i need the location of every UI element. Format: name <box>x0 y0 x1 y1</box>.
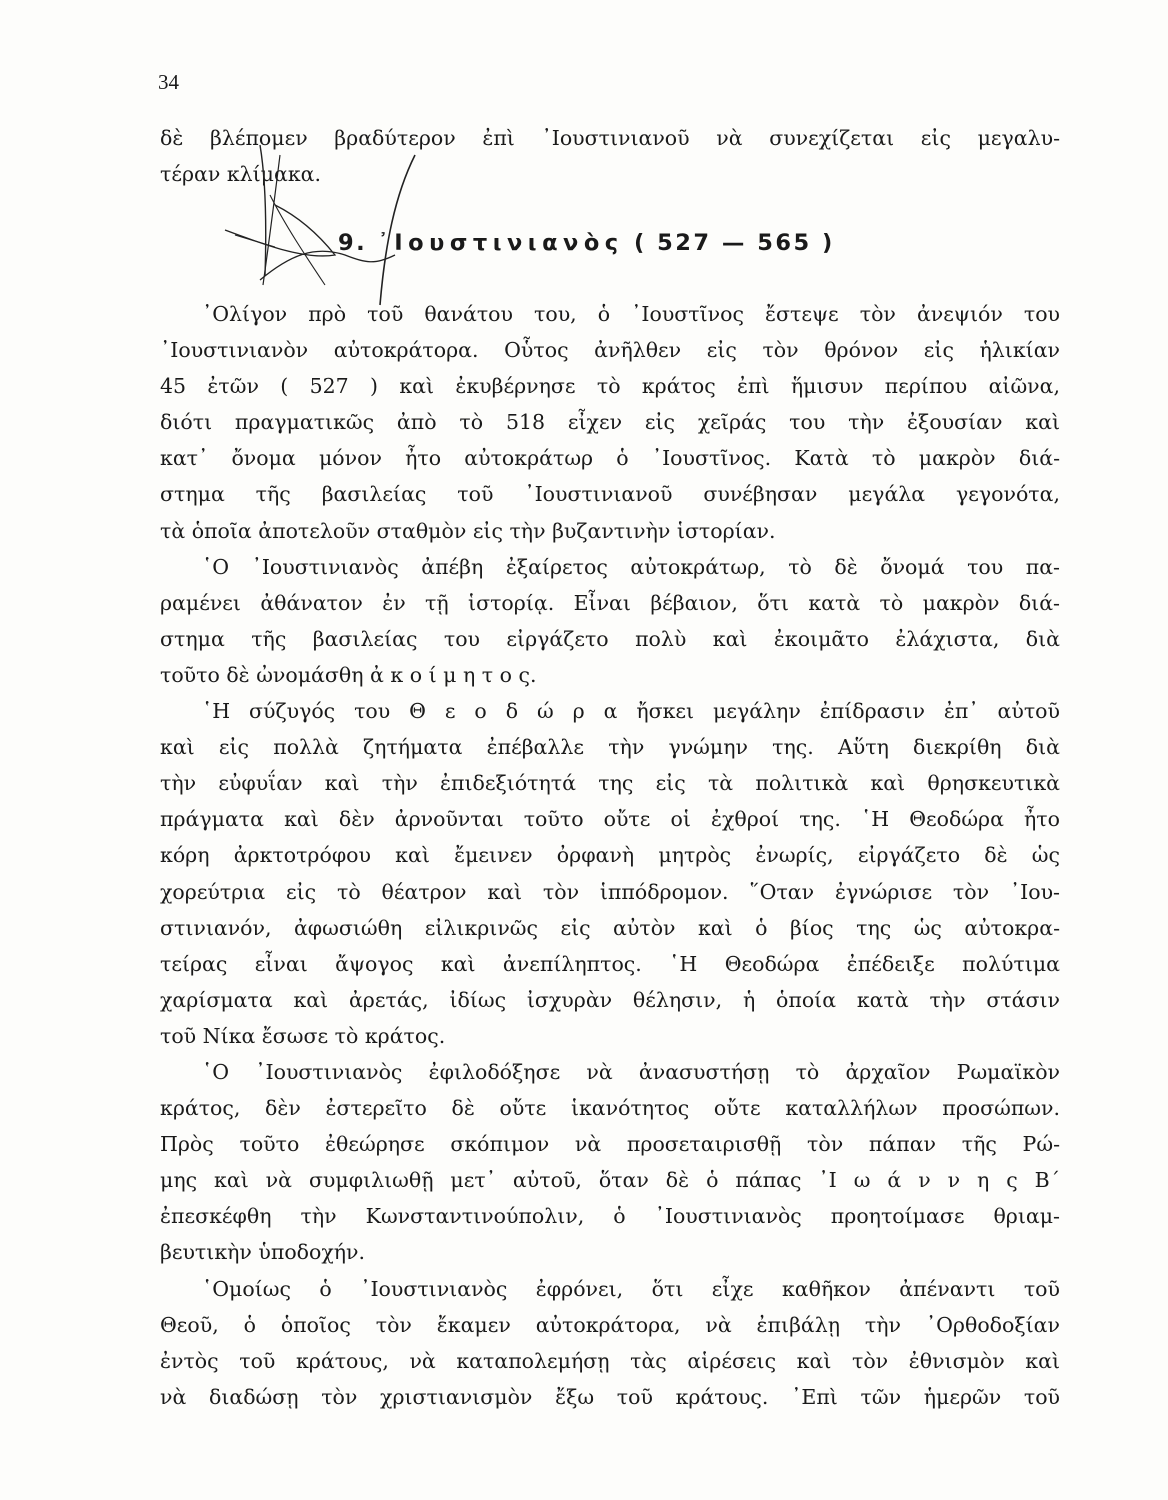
text-line: δὲ βλέπομεν βραδύτερον ἐπὶ ᾿Ιουστινιανοῦ νὰ συνεχίζεται εἰς μεγαλυ- <box>160 126 1060 150</box>
text-line: τείρας εἶναι ἄψογος καὶ ἀνεπίληπτος. ῾Η Θεοδώρα ἐπέδειξε πολύτιμα <box>160 951 1060 976</box>
text-line: στημα τῆς βασιλείας τοῦ ᾿Ιουστινιανοῦ συνέβησαν μεγάλα γεγονότα, <box>160 482 1060 507</box>
text-line: ραμένει ἀθάνατον ἐν τῇ ἱστορίᾳ. Εἶναι βέβαιον, ὅτι κατὰ τὸ μακρὸν διά- <box>160 590 1060 615</box>
section-heading <box>338 230 835 256</box>
text-line: τοῦτο δὲ ὠνομάσθη ἀ κ ο ί μ η τ ο ς. <box>160 662 537 687</box>
text-line: Θεοῦ, ὁ ὁποῖος τὸν ἔκαμεν αὐτοκράτορα, νὰ ἐπιβάλῃ τὴν ᾿Ορθοδοξίαν <box>160 1312 1060 1337</box>
text-line: καὶ εἰς πολλὰ ζητήματα ἐπέβαλλε τὴν γνώμην της. Αὕτη διεκρίθη διὰ <box>160 735 1060 760</box>
text-line: βευτικὴν ὑποδοχήν. <box>160 1240 366 1265</box>
text-line: χορεύτρια εἰς τὸ θέατρον καὶ τὸν ἱππόδρομον. ῞Οταν ἐγνώρισε τὸν ᾿Ιου- <box>160 879 1060 904</box>
text-line: νὰ διαδώσῃ τὸν χριστιανισμὸν ἔξω τοῦ κράτους. ᾿Επὶ τῶν ἡμερῶν τοῦ <box>160 1384 1060 1409</box>
text-line: Πρὸς τοῦτο ἐθεώρησε σκόπιμον νὰ προσεταιρισθῇ τὸν πάπαν τῆς Ρώ- <box>160 1132 1060 1157</box>
text-line: ᾿Ολίγον πρὸ τοῦ θανάτου του, ὁ ᾿Ιουστῖνος ἔστεψε τὸν ἀνεψιόν του <box>202 302 1060 326</box>
text-line: ᾿Ιουστινιανὸν αὐτοκράτορα. Οὗτος ἀνῆλθεν εἰς τὸν θρόνον εἰς ἡλικίαν <box>160 338 1060 363</box>
text-line: στινιανόν, ἀφωσιώθη εἰλικρινῶς εἰς αὐτὸν καὶ ὁ βίος της ὡς αὐτοκρα- <box>160 915 1060 940</box>
text-line: 45 ἐτῶν ( 527 ) καὶ ἐκυβέρνησε τὸ κράτος ἐπὶ ἥμισυν περίπου αἰῶνα, <box>160 374 1060 399</box>
text-line: μης καὶ νὰ συμφιλιωθῇ μετ᾿ αὐτοῦ, ὅταν δὲ ὁ πάπας ᾿Ι ω ά ν ν η ς Β΄ <box>160 1168 1060 1193</box>
heading-number: 9. <box>338 230 368 256</box>
text-line: ἐντὸς τοῦ κράτους, νὰ καταπολεμήσῃ τὰς αἱρέσεις καὶ τὸν ἐθνισμὸν καὶ <box>160 1348 1060 1373</box>
text-line: ῾Ο ᾿Ιουστινιανὸς ἐφιλοδόξησε νὰ ἀνασυστήσῃ τὸ ἀρχαῖον Ρωμαϊκὸν <box>202 1059 1060 1084</box>
heading-dates: ( 527 — 565 ) <box>634 230 835 256</box>
text-line: ῾Ομοίως ὁ ᾿Ιουστινιανὸς ἐφρόνει, ὅτι εἶχε καθῆκον ἀπέναντι τοῦ <box>202 1276 1060 1301</box>
text-line: κόρη ἀρκτοτρόφου καὶ ἔμεινεν ὀρφανὴ μητρὸς ἐνωρίς, εἰργάζετο δὲ ὡς <box>160 843 1060 868</box>
text-line: τοῦ Νίκα ἔσωσε τὸ κράτος. <box>160 1023 446 1048</box>
text-line: κράτος, δὲν ἐστερεῖτο δὲ οὔτε ἱκανότητος οὔτε καταλλήλων προσώπων. <box>160 1096 1060 1121</box>
text-line: τὴν εὐφυΐαν καὶ τὴν ἐπιδεξιότητά της εἰς τὰ πολιτικὰ καὶ θρησκευτικὰ <box>160 771 1060 796</box>
text-line: χαρίσματα καὶ ἀρετάς, ἰδίως ἰσχυρὰν θέλησιν, ἡ ὁποία κατὰ τὴν στάσιν <box>160 987 1060 1012</box>
intro-text <box>160 120 1060 192</box>
text-line: ῾Η σύζυγός του Θ ε ο δ ώ ρ α ἤσκει μεγάλην ἐπίδρασιν ἐπ᾿ αὐτοῦ <box>202 699 1060 724</box>
text-line: διότι πραγματικῶς ἀπὸ τὸ 518 εἶχεν εἰς χεῖράς του τὴν ἐξουσίαν καὶ <box>160 410 1060 435</box>
text-line: στημα τῆς βασιλείας του εἰργάζετο πολὺ καὶ ἐκοιμᾶτο ἐλάχιστα, διὰ <box>160 626 1060 651</box>
heading-name: ᾿Ιουστινιανὸς <box>377 230 624 256</box>
text-line: τέραν κλίμακα. <box>160 162 322 187</box>
text-line: πράγματα καὶ δὲν ἀρνοῦνται τοῦτο οὔτε οἱ ἐχθροί της. ῾Η Θεοδώρα ἦτο <box>160 807 1060 832</box>
text-line: ῾Ο ᾿Ιουστινιανὸς ἀπέβη ἐξαίρετος αὐτοκράτωρ, τὸ δὲ ὄνομά του πα- <box>202 554 1060 579</box>
text-line: ἐπεσκέφθη τὴν Κωνσταντινούπολιν, ὁ ᾿Ιουστινιανὸς προητοίμασε θριαμ- <box>160 1204 1060 1229</box>
text-line: κατ᾿ ὄνομα μόνον ἦτο αὐτοκράτωρ ὁ ᾿Ιουστῖνος. Κατὰ τὸ μακρὸν διά- <box>160 446 1060 471</box>
text-line: τὰ ὁποῖα ἀποτελοῦν σταθμὸν εἰς τὴν βυζαντινὴν ἱστορίαν. <box>160 518 776 543</box>
body-text <box>160 296 1060 1415</box>
page-number: 34 <box>158 70 179 94</box>
